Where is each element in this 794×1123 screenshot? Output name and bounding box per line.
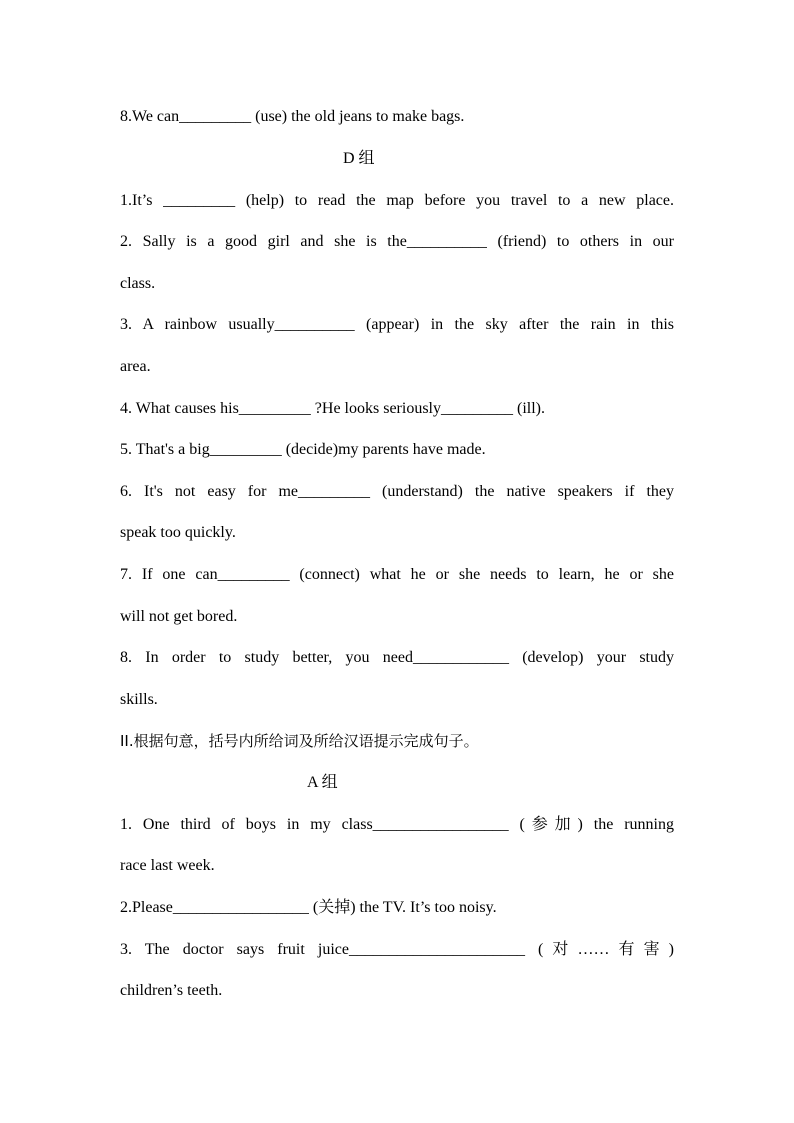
exercise-d-item-3-cont: area. <box>120 358 151 375</box>
exercise-d-item-2: 2. Sally is a good girl and she is the__________ (friend) to others in our <box>120 233 674 250</box>
exercise-a-item-1: 1. One third of boys in my class_________________ (参加) the running <box>120 816 674 833</box>
exercise-d-item-1: 1.It’s _________ (help) to read the map before you travel to a new place. <box>120 192 674 209</box>
exercise-d-item-6-cont: speak too quickly. <box>120 524 236 541</box>
exercise-d-item-3: 3. A rainbow usually__________ (appear) in the sky after the rain in this <box>120 316 674 333</box>
group-a-heading: A 组 <box>307 774 338 791</box>
exercise-a-item-3-cont: children’s teeth. <box>120 982 223 999</box>
exercise-d-item-8-cont: skills. <box>120 691 158 708</box>
exercise-a-item-3: 3. The doctor says fruit juice______________________ (对……有害) <box>120 941 674 958</box>
exercise-c-item-8: 8.We can_________ (use) the old jeans to make bags. <box>120 108 465 125</box>
exercise-d-item-7: 7. If one can_________ (connect) what he or she needs to learn, he or she <box>120 566 674 583</box>
group-d-heading: D 组 <box>343 150 375 167</box>
exercise-d-item-7-cont: will not get bored. <box>120 608 238 625</box>
exercise-d-item-6: 6. It's not easy for me_________ (understand) the native speakers if they <box>120 483 674 500</box>
exercise-d-item-8: 8. In order to study better, you need____________ (develop) your study <box>120 649 674 666</box>
section-ii-instruction: II.根据句意，括号内所给词及所给汉语提示完成句子。 <box>120 732 479 750</box>
exercise-d-item-4: 4. What causes his_________ ?He looks seriously_________ (ill). <box>120 400 545 417</box>
exercise-d-item-5: 5. That's a big_________ (decide)my parents have made. <box>120 441 486 458</box>
exercise-a-item-1-cont: race last week. <box>120 857 215 874</box>
exercise-d-item-2-cont: class. <box>120 275 156 292</box>
exercise-a-item-2: 2.Please_________________ (关掉) the TV. It’s too noisy. <box>120 899 497 916</box>
